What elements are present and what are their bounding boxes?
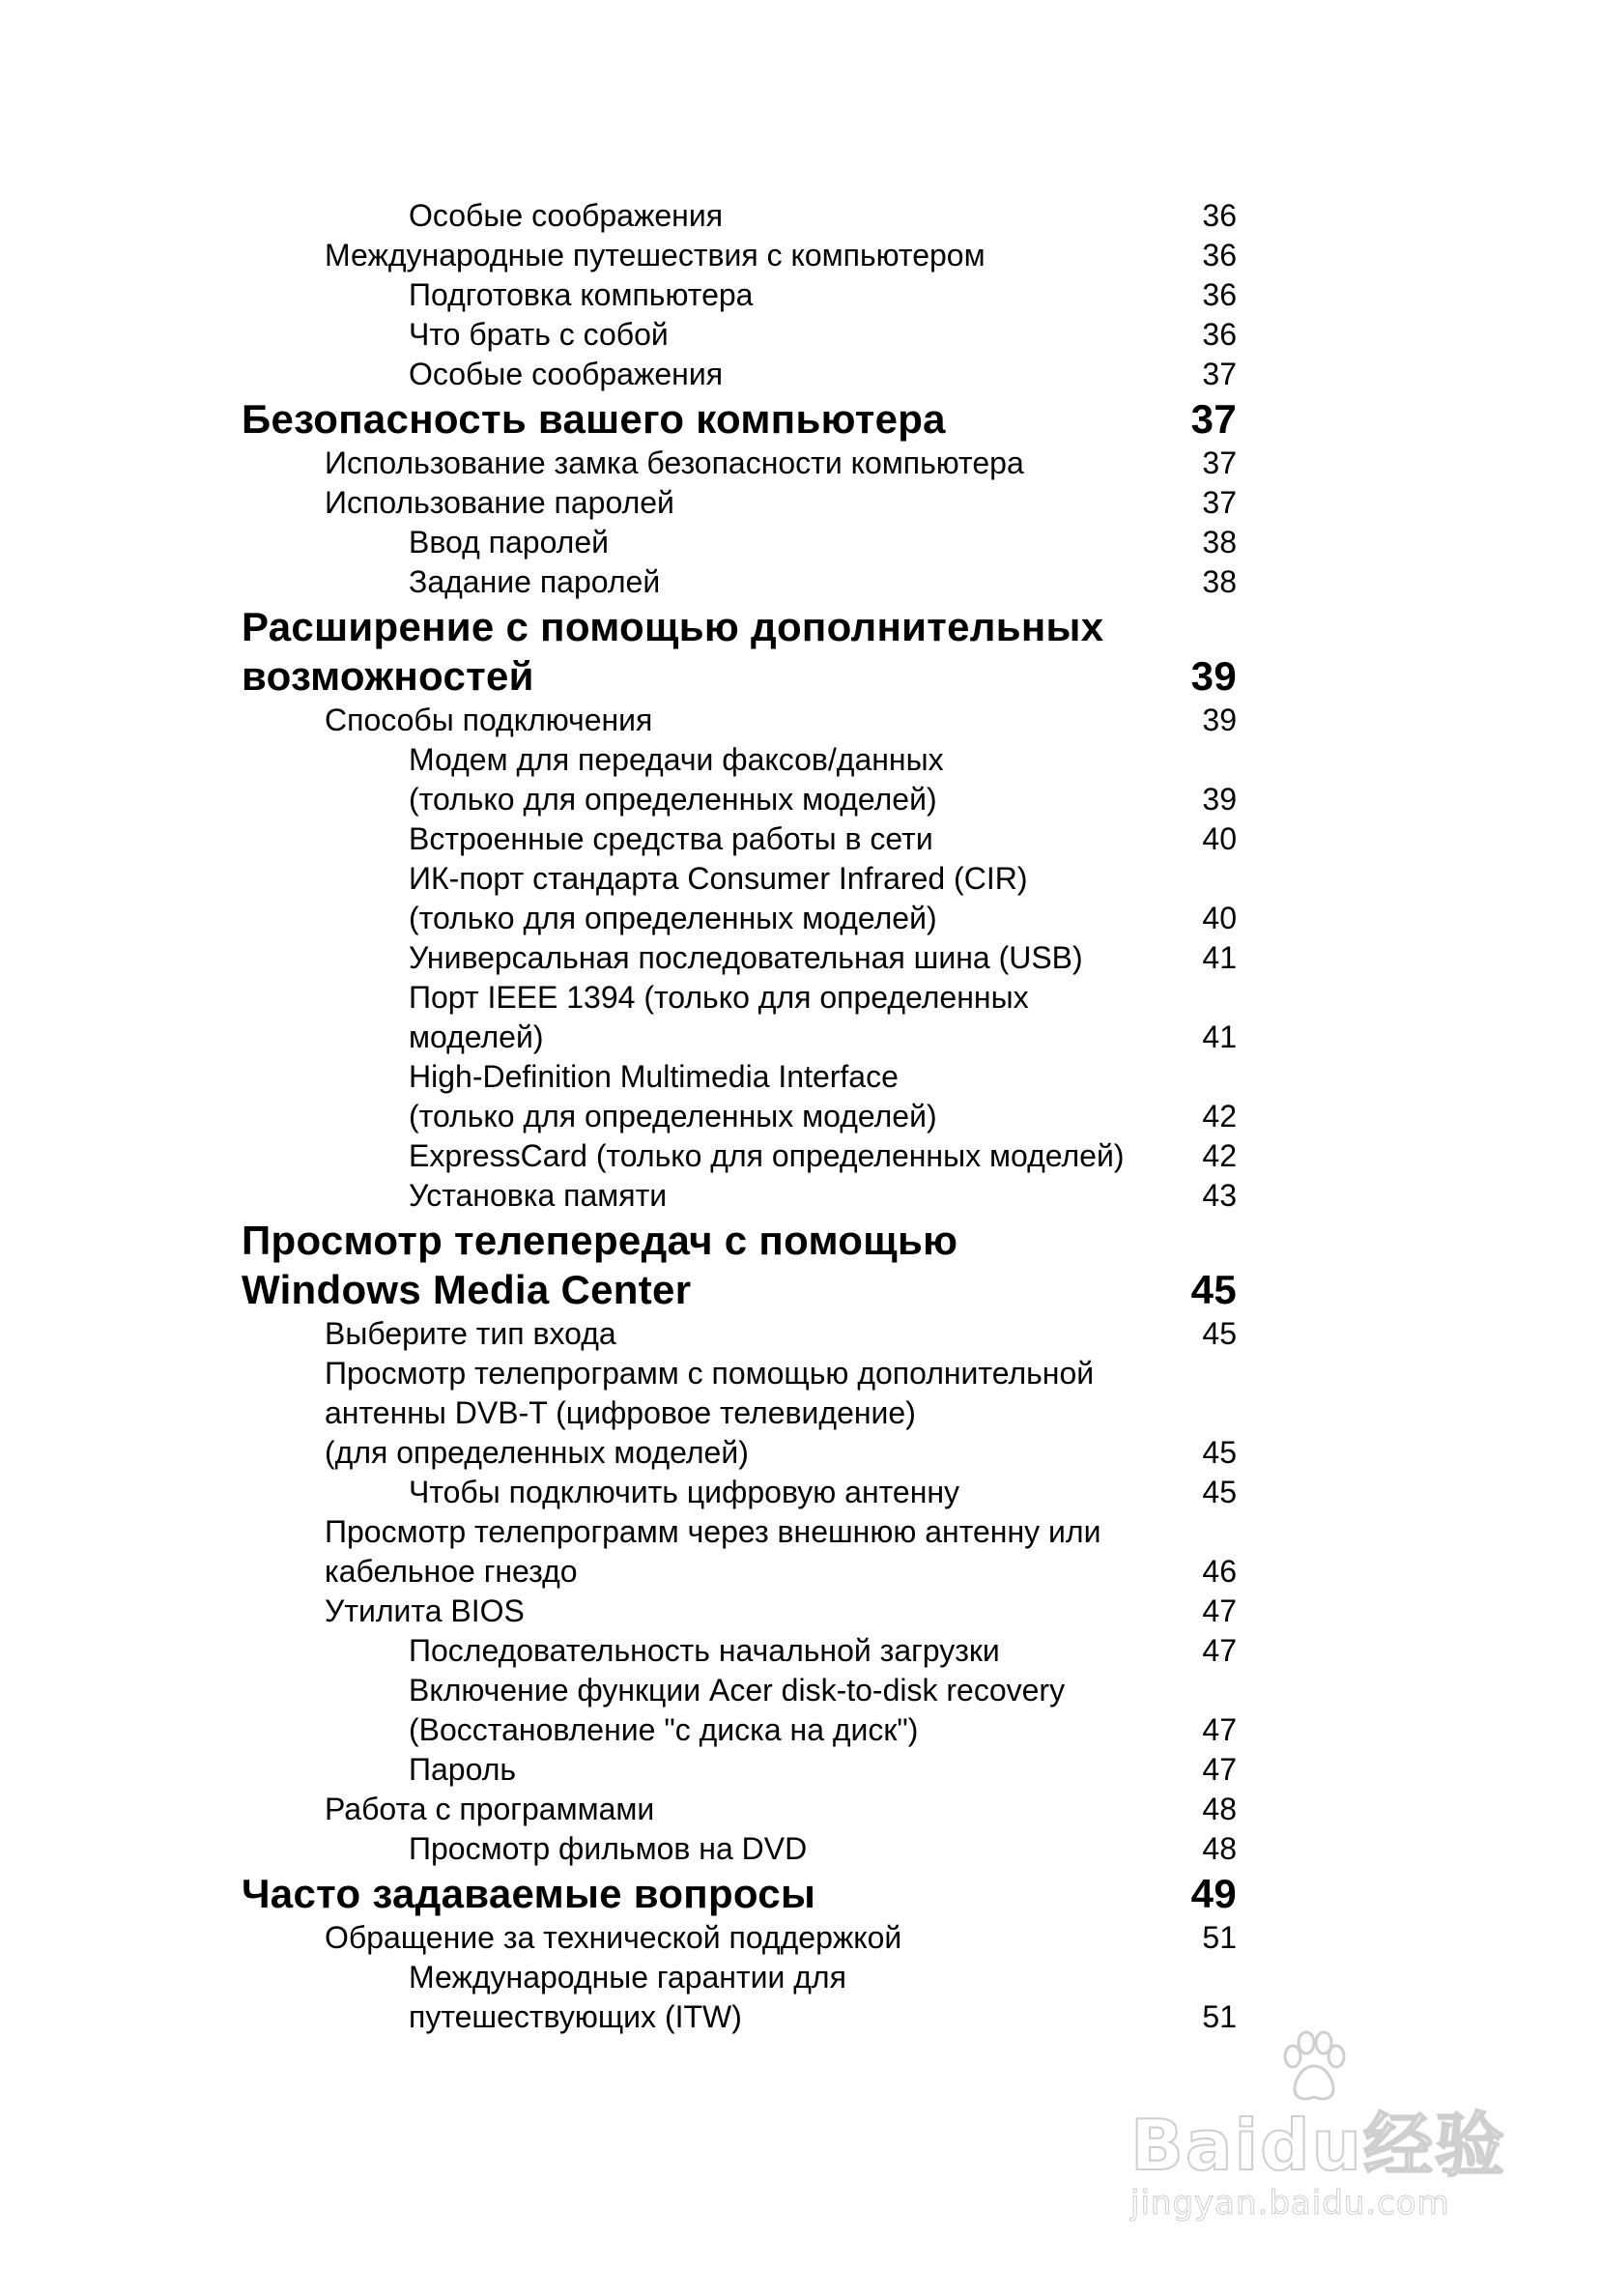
toc-section-entry[interactable] (242, 1512, 1237, 1592)
toc-entry-title-line: Порт IEEE 1394 (только для определенных (409, 980, 1029, 1015)
toc-entry-title-line: Модем для передачи факсов/данных (409, 742, 944, 777)
toc-entry-title-line: Чтобы подключить цифровую антенну (409, 1475, 960, 1509)
toc-section-entry[interactable] (242, 1790, 1237, 1829)
toc-subsection-entry[interactable] (242, 1829, 1237, 1869)
toc-entry-title-line: Использование паролей (325, 485, 674, 520)
toc-entry-title-line: Особые соображения (409, 357, 724, 391)
toc-entry-title-line: Встроенные средства работы в сети (409, 821, 933, 856)
toc-section-entry[interactable] (242, 1918, 1237, 1958)
toc-entry-title-line: кабельное гнездо (325, 1554, 578, 1589)
toc-chapter-entry[interactable] (242, 1869, 1237, 1918)
toc-entry-title-line: Подготовка компьютера (409, 277, 754, 312)
toc-page-number: 37 (1202, 485, 1237, 520)
toc-entry-title-line: Работа с программами (325, 1792, 655, 1826)
toc-entry-title-line: Последовательность начальной загрузки (409, 1633, 1000, 1668)
toc-page-number: 48 (1202, 1831, 1237, 1866)
toc-entry-title-line: Просмотр фильмов на DVD (409, 1831, 808, 1866)
toc-page-number: 36 (1202, 238, 1237, 273)
toc-page-number: 36 (1202, 317, 1237, 352)
toc-section-entry[interactable] (242, 701, 1237, 740)
baidu-watermark (1130, 2029, 1506, 2232)
toc-subsection-entry[interactable] (242, 196, 1237, 236)
toc-page-number: 47 (1202, 1633, 1237, 1668)
toc-page-number: 49 (1190, 1871, 1237, 1916)
toc-page-number: 51 (1202, 1920, 1237, 1955)
toc-page-number: 45 (1202, 1435, 1237, 1470)
toc-subsection-entry[interactable] (242, 1136, 1237, 1176)
toc-subsection-entry[interactable] (242, 562, 1237, 602)
toc-subsection-entry[interactable] (242, 1631, 1237, 1671)
toc-page-number: 48 (1202, 1792, 1237, 1826)
toc-entry-title-line: Установка памяти (409, 1178, 668, 1213)
toc-section-entry[interactable] (242, 236, 1237, 275)
toc-entry-title-line: Просмотр телепрограмм через внешнюю антенну или (325, 1514, 1101, 1549)
toc-entry-title-line: Что брать с собой (409, 317, 669, 352)
toc-page-number: 45 (1202, 1316, 1237, 1351)
toc-page-number: 45 (1202, 1475, 1237, 1509)
toc-entry-title-line: Безопасность вашего компьютера (242, 396, 946, 442)
toc-subsection-entry[interactable] (242, 938, 1237, 978)
toc-subsection-entry[interactable] (242, 315, 1237, 355)
toc-entry-title-line: Просмотр телепрограмм с помощью дополнительной (325, 1356, 1095, 1391)
toc-entry-title-line: Обращение за технической поддержкой (325, 1920, 902, 1955)
toc-entry-title-line: ExpressCard (только для определенных моделей) (409, 1138, 1125, 1173)
toc-entry-title-line: антенны DVB-T (цифровое телевидение) (325, 1395, 916, 1430)
toc-entry-title-line: моделей) (409, 1019, 544, 1054)
toc-page-number: 41 (1202, 1019, 1237, 1054)
toc-entry-title-line: (Восстановление "с диска на диск") (409, 1712, 919, 1747)
toc-page-number: 38 (1202, 525, 1237, 560)
toc-subsection-entry[interactable] (242, 1176, 1237, 1216)
toc-page-number: 37 (1190, 396, 1237, 442)
toc-entry-title-line: High-Definition Multimedia Interface (409, 1059, 899, 1094)
toc-entry-title-line: (только для определенных моделей) (409, 1099, 937, 1134)
toc-page-number: 40 (1202, 901, 1237, 935)
toc-entry-title-line: Универсальная последовательная шина (USB) (409, 940, 1083, 975)
toc-subsection-entry[interactable] (242, 1750, 1237, 1790)
toc-page-number: 38 (1202, 564, 1237, 599)
toc-entry-title-line: Выберите тип входа (325, 1316, 616, 1351)
toc-entry-title-line: (только для определенных моделей) (409, 901, 937, 935)
toc-entry-title-line: путешествующих (ITW) (409, 1999, 742, 2034)
toc-subsection-entry[interactable] (242, 978, 1237, 1057)
toc-entry-title-line: Особые соображения (409, 198, 724, 233)
toc-page-number: 42 (1202, 1138, 1237, 1173)
toc-entry-title-line: Ввод паролей (409, 525, 609, 560)
toc-section-entry[interactable] (242, 483, 1237, 523)
toc-entry-title-line: Часто задаваемые вопросы (242, 1871, 816, 1916)
toc-entry-title-line: (для определенных моделей) (325, 1435, 749, 1470)
toc-subsection-entry[interactable] (242, 523, 1237, 562)
toc-subsection-entry[interactable] (242, 1057, 1237, 1136)
toc-subsection-entry[interactable] (242, 1958, 1237, 2037)
toc-page-number: 43 (1202, 1178, 1237, 1213)
toc-entry-title-line: (только для определенных моделей) (409, 782, 937, 817)
toc-entry-title-line: Просмотр телепередач с помощью (242, 1218, 958, 1263)
toc-section-entry[interactable] (242, 1592, 1237, 1631)
toc-page-number: 40 (1202, 821, 1237, 856)
table-of-contents (242, 196, 1237, 2037)
toc-entry-title-line: Включение функции Acer disk-to-disk recovery (409, 1673, 1066, 1708)
toc-entry-title-line: Международные гарантии для (409, 1960, 846, 1995)
toc-page-number: 37 (1202, 357, 1237, 391)
toc-page-number: 47 (1202, 1593, 1237, 1628)
toc-page-number: 39 (1202, 703, 1237, 737)
toc-subsection-entry[interactable] (242, 275, 1237, 315)
toc-page-number: 41 (1202, 940, 1237, 975)
toc-entry-title-line: Windows Media Center (242, 1267, 692, 1312)
watermark-brand: Baidu经验 (1130, 2105, 1506, 2186)
toc-page-number: 42 (1202, 1099, 1237, 1134)
toc-chapter-entry[interactable] (242, 394, 1237, 444)
toc-entry-title-line: Использование замка безопасности компьютера (325, 445, 1024, 480)
toc-entry-title-line: Пароль (409, 1752, 517, 1787)
toc-entry-title-line: Расширение с помощью дополнительных (242, 604, 1104, 649)
toc-section-entry[interactable] (242, 1354, 1237, 1473)
toc-subsection-entry[interactable] (242, 1671, 1237, 1750)
toc-page-number: 46 (1202, 1554, 1237, 1589)
toc-page-number: 45 (1190, 1267, 1237, 1312)
toc-entry-title-line: Утилита BIOS (325, 1593, 525, 1628)
toc-page-number: 39 (1202, 782, 1237, 817)
toc-subsection-entry[interactable] (242, 740, 1237, 819)
toc-subsection-entry[interactable] (242, 819, 1237, 859)
toc-section-entry[interactable] (242, 444, 1237, 483)
toc-subsection-entry[interactable] (242, 859, 1237, 938)
toc-page-number: 47 (1202, 1752, 1237, 1787)
toc-entry-title-line: Международные путешествия с компьютером (325, 238, 986, 273)
toc-page-number: 37 (1202, 445, 1237, 480)
toc-page-number: 36 (1202, 198, 1237, 233)
toc-subsection-entry[interactable] (242, 355, 1237, 394)
toc-entry-title-line: Задание паролей (409, 564, 661, 599)
toc-entry-title-line: Способы подключения (325, 703, 653, 737)
toc-entry-title-line: возможностей (242, 653, 534, 699)
toc-section-entry[interactable] (242, 1314, 1237, 1354)
toc-subsection-entry[interactable] (242, 1473, 1237, 1512)
toc-page-number: 39 (1190, 653, 1237, 699)
toc-chapter-entry[interactable] (242, 602, 1237, 701)
toc-entry-title-line: ИК-порт стандарта Consumer Infrared (CIR) (409, 861, 1028, 896)
watermark-url: jingyan.baidu.com (1130, 2184, 1450, 2223)
toc-chapter-entry[interactable] (242, 1216, 1237, 1314)
toc-page-number: 51 (1202, 1999, 1237, 2034)
toc-page-number: 47 (1202, 1712, 1237, 1747)
toc-page-number: 36 (1202, 277, 1237, 312)
